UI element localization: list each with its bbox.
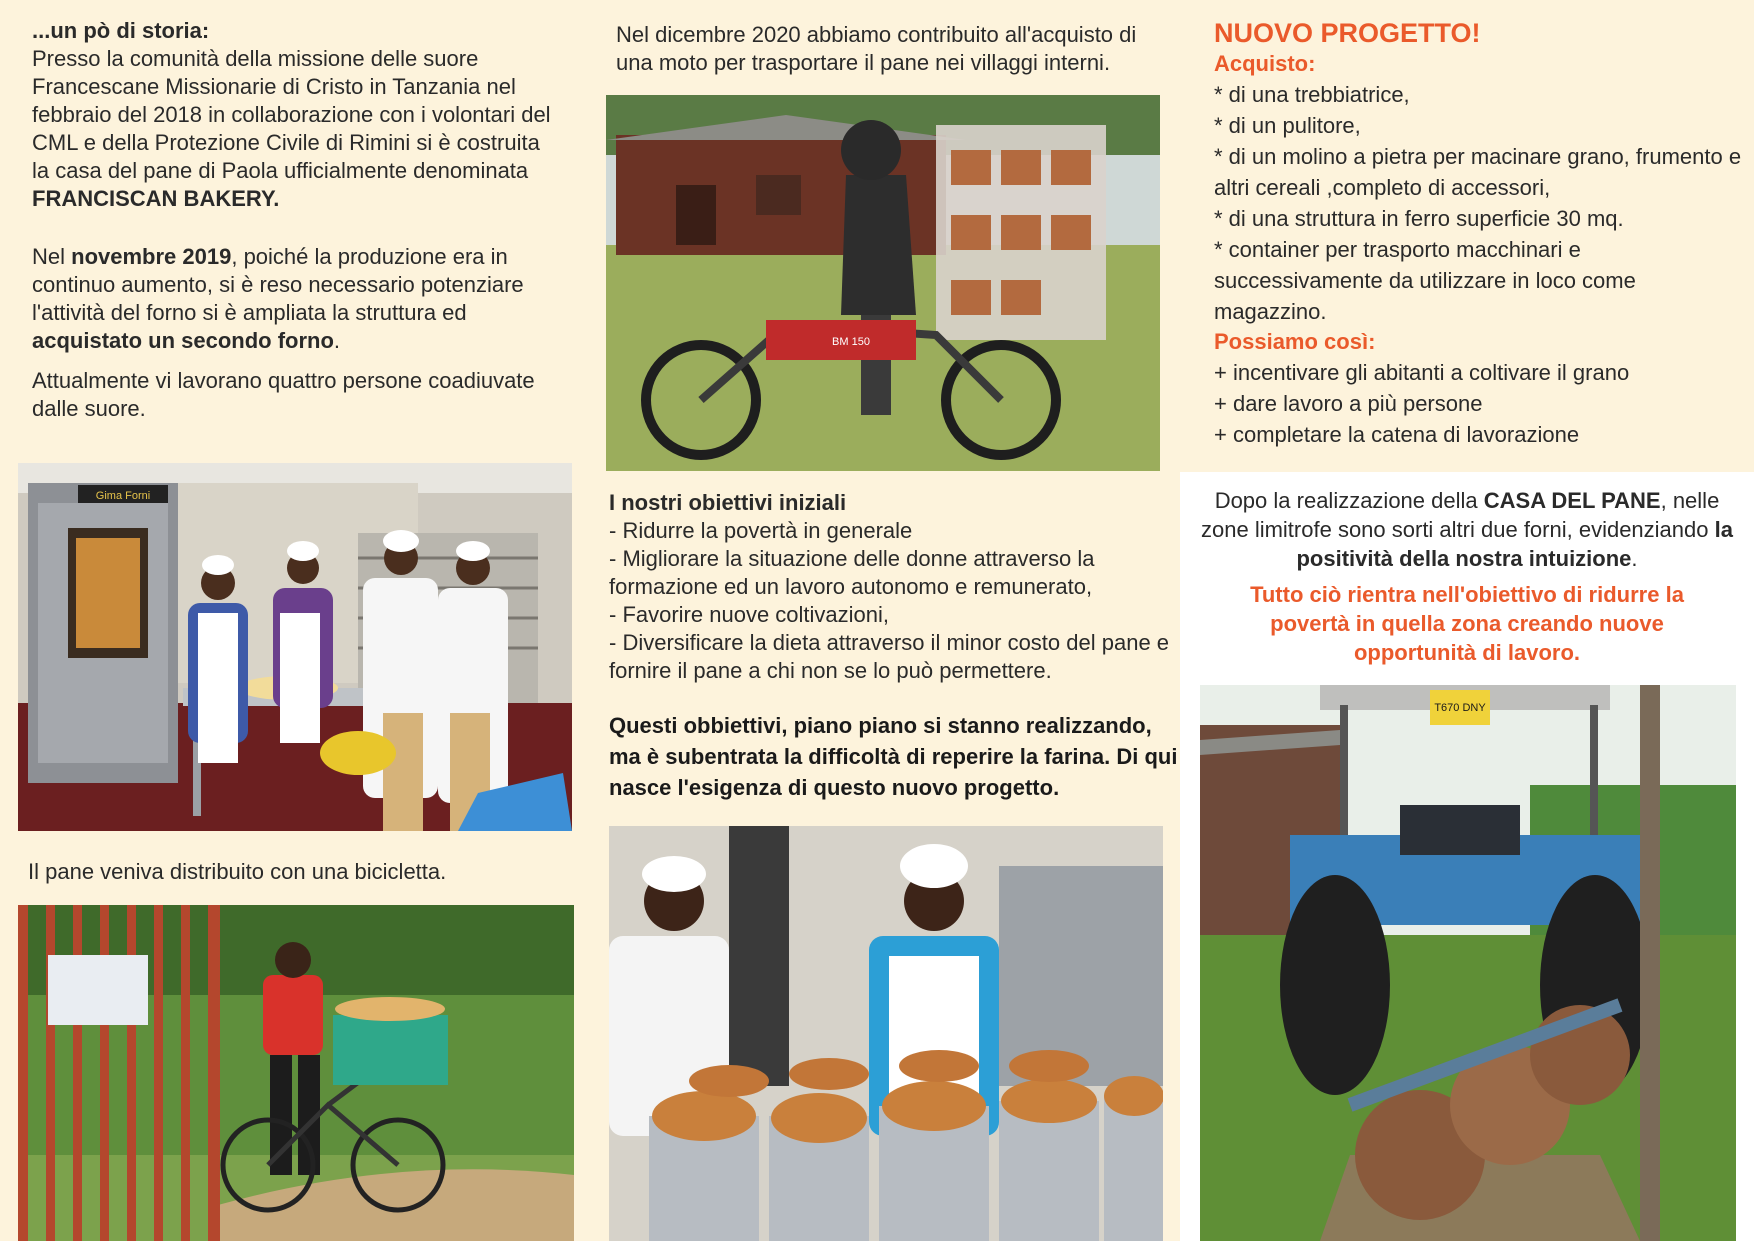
acquisto-item: * di un pulitore, [1214, 113, 1361, 138]
acquisto-list [1214, 79, 1744, 327]
history-text [32, 45, 562, 213]
goals-title: I nostri obiettivi iniziali [609, 490, 847, 515]
bakery-interior-image [18, 463, 572, 831]
history-section [32, 17, 562, 213]
goal-item: - Migliorare la situazione delle donne attraverso la formazione ed un lavoro autonomo e remunerato, [609, 546, 1095, 599]
oven-brand-label: Gima Forni [95, 490, 151, 502]
november-text [32, 243, 552, 355]
panel-bold2: la positività della nostra intuizione [1296, 517, 1733, 571]
panel-end: . [1631, 546, 1638, 571]
new-project-title: NUOVO PROGETTO! [1214, 18, 1481, 48]
panel-mid: , nelle zone limitrofe sono sorti altri due forni, evidenziando [1201, 488, 1720, 542]
tractor-image [1200, 685, 1736, 1241]
current-text: Attualmente vi lavorano quattro persone coadiuvate dalle suore. [32, 368, 535, 421]
acquisto-item: * container per trasporto macchinari e successivamente da utilizzare in loco come magazzino. [1214, 237, 1636, 324]
bicycle-photo [18, 905, 574, 1241]
november-section [32, 243, 552, 355]
results-orange-text: Tutto ciò rientra nell'obiettivo di ridurre la povertà in quella zona creando nuove opportunità di lavoro. [1250, 582, 1684, 665]
bicycle-caption-block [28, 858, 568, 886]
nov-pre: Nel [32, 244, 66, 269]
new-project-section [1214, 17, 1744, 450]
nov-bold2: acquistato un secondo forno [32, 328, 334, 353]
goal-item: - Diversificare la dieta attraverso il minor costo del pane e fornire il pane a chi non se lo può permettere. [609, 630, 1170, 683]
bakers-loaves-photo [609, 826, 1163, 1241]
goal-item: - Favorire nuove coltivazioni, [609, 602, 890, 627]
bakery-interior-photo [18, 463, 572, 831]
results-panel [1180, 472, 1754, 1241]
nov-end: . [333, 328, 341, 353]
goals-section [609, 489, 1179, 685]
motorbike-image [606, 95, 1160, 471]
acquisto-label: Acquisto: [1214, 51, 1316, 76]
acquisto-item: * di un molino a pietra per macinare grano, frumento e altri cereali ,completo di accessori, [1214, 144, 1742, 200]
history-body: Presso la comunità della missione delle suore Francescane Missionarie di Cristo in Tanzania nel febbraio del 2018 in collaborazione con i volontari del CML e della Protezione Civile di Rimini si è costruita la casa del pane di Paola ufficialmente denominata [32, 46, 551, 183]
column-goals [590, 0, 1180, 1241]
goal-item: - Ridurre la povertà in generale [609, 518, 913, 543]
column-new-project [1180, 0, 1754, 1241]
bakers-loaves-image [609, 826, 1163, 1241]
acquisto-item: * di una trebbiatrice, [1214, 82, 1410, 107]
bold-statement-block [609, 710, 1179, 803]
possiamo-item: + dare lavoro a più persone [1214, 391, 1483, 416]
bold-statement: Questi obbiettivi, piano piano si stanno realizzando, ma è subentrata la difficoltà di reperire la farina. Di qui nasce l'esigenza di questo nuovo progetto. [609, 713, 1178, 800]
moto-brand-label: BM 150 [832, 336, 870, 348]
moto-caption-block [616, 21, 1156, 77]
acquisto-item: * di una struttura in ferro superficie 30 mq. [1214, 206, 1624, 231]
goals-list [609, 517, 1179, 685]
history-heading: ...un pò di storia: [32, 18, 210, 43]
results-text [1190, 486, 1744, 573]
current-section [32, 367, 562, 423]
column-history [0, 0, 590, 1241]
nov-text: , poiché la produzione era in continuo aumento, si è reso necessario potenziare l'attività del forno si è ampliata la struttura ed [32, 244, 524, 325]
panel-pre: Dopo la realizzazione della [1214, 488, 1478, 513]
tractor-plate-label: T670 DNY [1434, 702, 1486, 714]
bicycle-image [18, 905, 574, 1241]
tractor-photo [1200, 685, 1736, 1241]
possiamo-item: + incentivare gli abitanti a coltivare il grano [1214, 360, 1630, 385]
bakery-name: FRANCISCAN BAKERY. [32, 186, 280, 211]
possiamo-list [1214, 357, 1744, 450]
results-text-block [1190, 486, 1744, 573]
possiamo-label: Possiamo così: [1214, 329, 1376, 354]
nov-bold: novembre 2019 [71, 244, 232, 269]
possiamo-item: + completare la catena di lavorazione [1214, 422, 1580, 447]
results-orange-block [1220, 580, 1714, 667]
moto-caption: Nel dicembre 2020 abbiamo contribuito all'acquisto di una moto per trasportare il pane nei villaggi interni. [616, 22, 1137, 75]
motorbike-photo [606, 95, 1160, 471]
panel-bold1: CASA DEL PANE [1483, 488, 1661, 513]
bicycle-caption: Il pane veniva distribuito con una bicicletta. [28, 859, 447, 884]
